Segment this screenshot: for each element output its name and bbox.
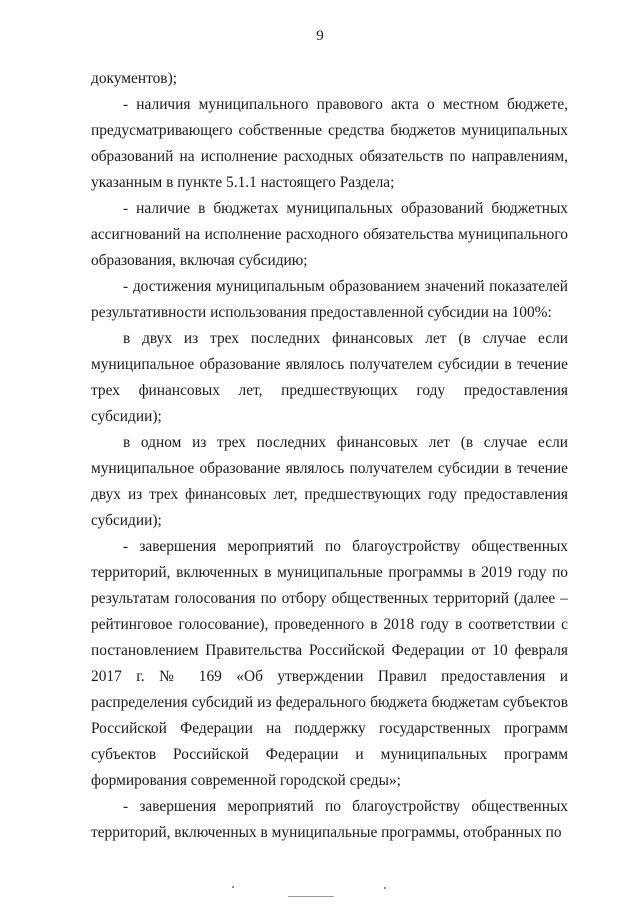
paragraph-completion-selected: - завершения мероприятий по благоустройству общественных территорий, включенных в муниципальные программы, отобранных по: [91, 798, 568, 841]
paragraph-budget-allocations: - наличие в бюджетах муниципальных образований бюджетных ассигнований на исполнение расходного обязательства муниципального образования, включая субсидию;: [91, 200, 568, 269]
paragraph-municipal-act: - наличия муниципального правового акта о местном бюджете, предусматривающего собственные средства бюджетов муниципальных образований на исполнение расходных обязательств по направлениям, указанным в пункте 5.1.1 настоящего Раздела;: [91, 96, 568, 191]
paragraph-performance-indicators: - достижения муниципальным образованием значений показателей результативности использования предоставленной субсидии на 100%:: [91, 278, 568, 321]
paragraph-continuation: документов);: [91, 70, 177, 87]
scan-artifact-line: [288, 896, 334, 897]
page-number: 9: [316, 28, 324, 44]
scan-artifact-dot: [232, 886, 234, 888]
paragraph-one-of-three-years: в одном из трех последних финансовых лет (в случае если муниципальное образование являлось получателем субсидии в течение двух из трех финансовых лет, предшествующих году предоставления субсидии);: [91, 434, 568, 529]
document-body: [91, 66, 568, 846]
paragraph-two-of-three-years: в двух из трех последних финансовых лет (в случае если муниципальное образование являлось получателем субсидии в течение трех финансовых лет, предшествующих году предоставления субсидии);: [91, 330, 568, 425]
scan-artifact-dot: [384, 887, 386, 889]
paragraph-completion-2019: - завершения мероприятий по благоустройству общественных территорий, включенных в муниципальные программы в 2019 году по результатам голосования по отбору общественных территорий (далее – рейтинговое голосование), проведенного в 2018 году в соответствии с постановлением Правительства Российской Федерации от 10 февраля 2017 г. № 169 «Об утверждении Правил предоставления и распределения субсидий из федерального бюджета бюджетам субъектов Российской Федерации на поддержку государственных программ субъектов Российской Федерации и муниципальных программ формирования современной городской среды»;: [91, 538, 568, 789]
